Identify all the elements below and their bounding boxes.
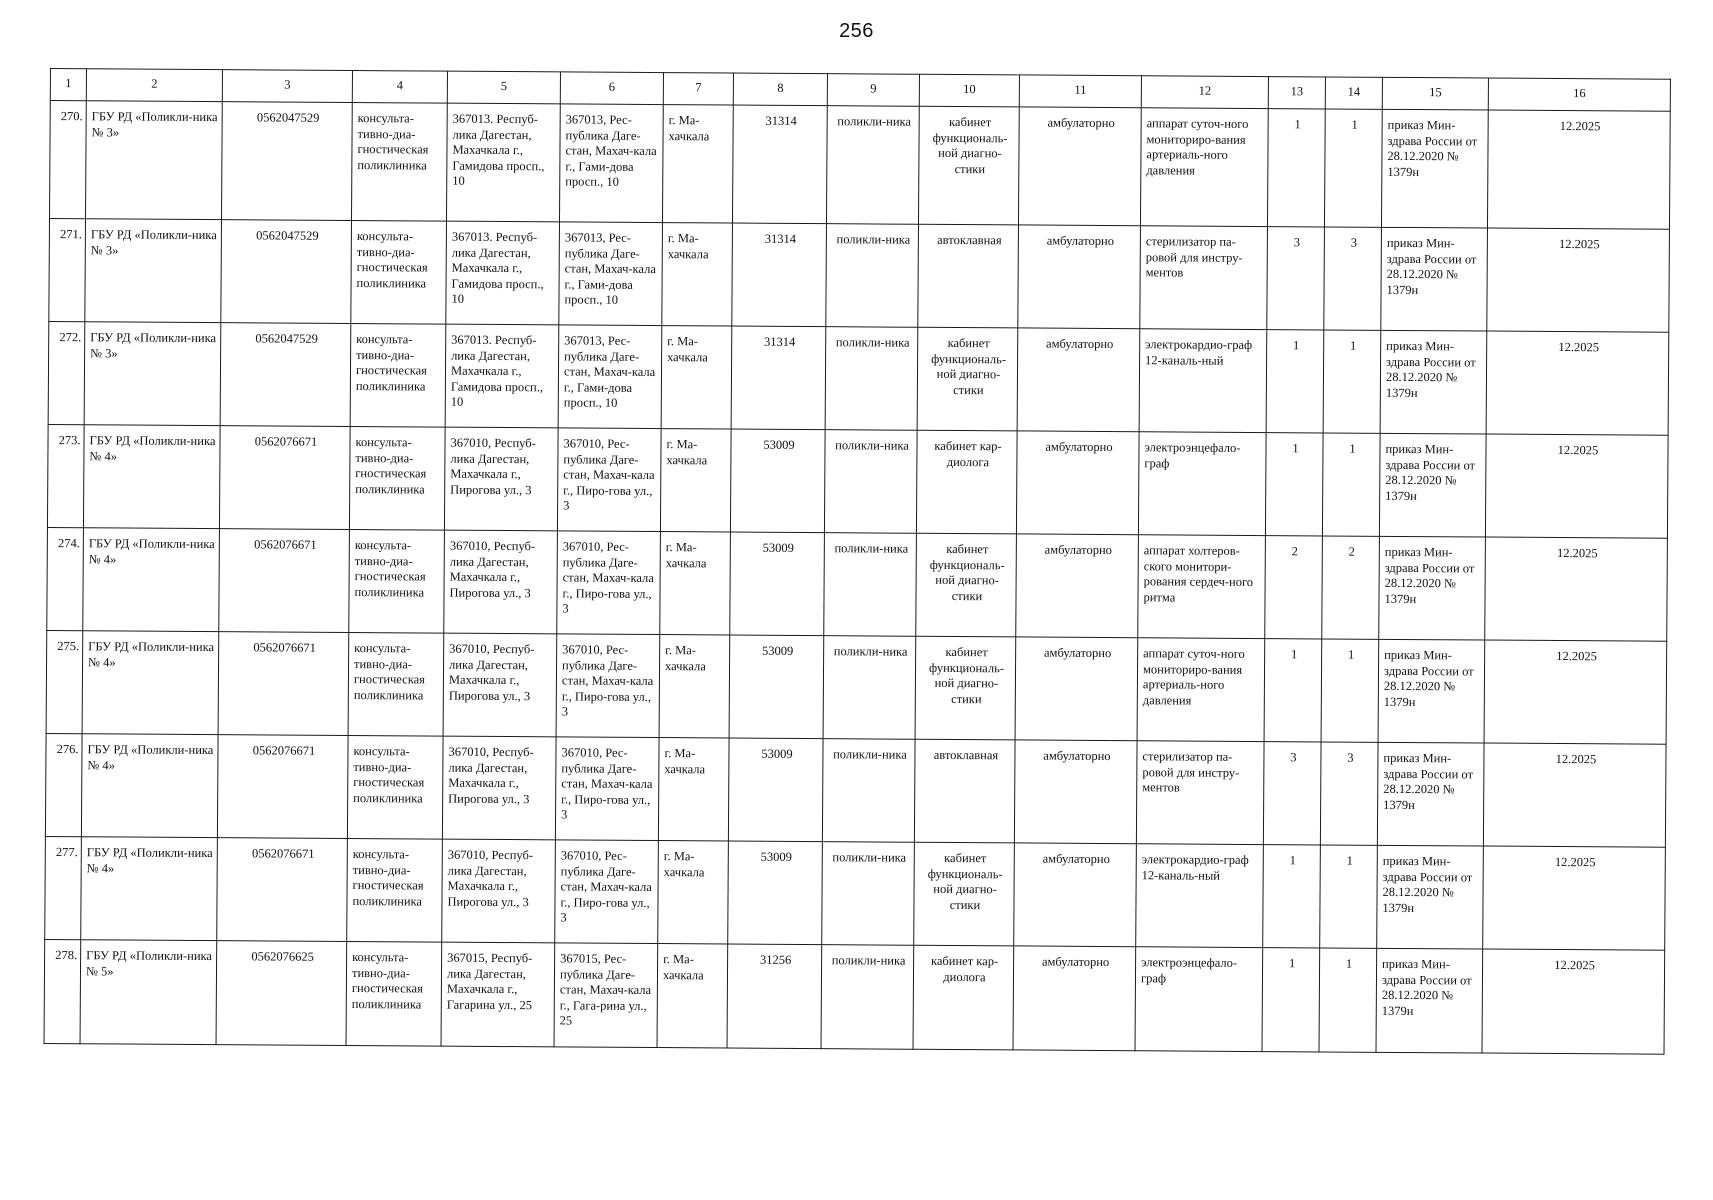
organization-name-cell: ГБУ РД «Поликли-ника № 4» — [83, 528, 220, 632]
quantity-required-cell: 1 — [1267, 109, 1325, 227]
deadline-date-cell: 12.2025 — [1484, 640, 1667, 744]
legal-address-cell: 367010, Респуб-лика Дагестан, Махачкала г., Пирогова ул., 3 — [444, 427, 558, 531]
legal-address-cell: 367013. Респуб-лика Дагестан, Махачкала г., Гамидова просп., 10 — [446, 221, 560, 325]
facility-kind-cell: поликли-ника — [821, 945, 914, 1050]
quantity-planned-cell: 2 — [1322, 536, 1380, 639]
regulatory-basis-cell: приказ Мин-здрава России от 28.12.2020 № 1379н — [1379, 433, 1486, 537]
quantity-planned-cell: 1 — [1320, 845, 1378, 948]
city-cell: г. Ма-хачкала — [658, 738, 729, 841]
organization-name-cell: ГБУ РД «Поликли-ника № 4» — [81, 837, 218, 941]
city-cell: г. Ма-хачкала — [662, 105, 733, 223]
organization-name-cell: ГБУ РД «Поликли-ника № 5» — [80, 940, 217, 1045]
quantity-planned-cell: 1 — [1321, 639, 1379, 742]
legal-address-cell: 367010, Респуб-лика Дагестан, Махачкала г., Пирогова ул., 3 — [442, 839, 556, 943]
table-row — [48, 321, 1669, 435]
deadline-date-cell: 12.2025 — [1487, 110, 1670, 229]
table-row — [47, 424, 1668, 538]
actual-address-cell: 367010, Рес-публика Даге-стан, Махач-кала г., Пиро-гова ул., 3 — [555, 840, 659, 944]
facility-kind-cell: поликли-ника — [826, 224, 919, 328]
deadline-date-cell: 12.2025 — [1485, 537, 1668, 641]
deadline-date-cell: 12.2025 — [1485, 434, 1668, 538]
department-unit-cell: кабинет функциональ-ной диагно-стики — [914, 842, 1015, 946]
facility-kind-cell: поликли-ника — [824, 430, 917, 534]
settlement-code-cell: 31256 — [727, 944, 822, 1049]
equipment-registry-table — [44, 68, 1671, 1055]
quantity-required-cell: 3 — [1267, 227, 1325, 330]
actual-address-cell: 367010, Рес-публика Даге-стан, Махач-кала г., Пиро-гова ул., 3 — [557, 428, 661, 532]
facility-kind-cell: поликли-ника — [825, 327, 918, 431]
column-header-10: 10 — [919, 74, 1019, 107]
organization-name-cell: ГБУ РД «Поликли-ника № 3» — [86, 101, 223, 220]
inn-code-cell: 0562076671 — [217, 838, 348, 942]
table-row — [47, 527, 1668, 641]
department-unit-cell: кабинет функциональ-ной диагно-стики — [915, 636, 1016, 740]
regulatory-basis-cell: приказ Мин-здрава России от 28.12.2020 № 1379н — [1380, 330, 1487, 434]
city-cell: г. Ма-хачкала — [659, 635, 730, 738]
institution-type-cell: консульта-тивно-диа-гностическая поликлиника — [349, 426, 445, 530]
city-cell: г. Ма-хачкала — [657, 944, 728, 1048]
legal-address-cell: 367010, Респуб-лика Дагестан, Махачкала г., Пирогова ул., 3 — [443, 633, 557, 737]
department-unit-cell: кабинет кар-диолога — [913, 945, 1014, 1050]
care-conditions-cell: амбулаторно — [1018, 107, 1141, 226]
quantity-required-cell: 1 — [1265, 433, 1323, 536]
equipment-name-cell: электроэнцефало-граф — [1138, 432, 1266, 536]
page-number: 256 — [839, 20, 874, 42]
institution-type-cell: консульта-тивно-диа-гностическая поликлиника — [349, 529, 445, 633]
regulatory-basis-cell: приказ Мин-здрава России от 28.12.2020 № 1379н — [1378, 639, 1485, 743]
row-number-cell: 271. — [49, 219, 86, 322]
column-header-8: 8 — [733, 73, 827, 106]
actual-address-cell: 367010, Рес-публика Даге-стан, Махач-кала г., Пиро-гова ул., 3 — [555, 737, 659, 841]
inn-code-cell: 0562047529 — [220, 323, 351, 427]
quantity-planned-cell: 1 — [1322, 433, 1380, 536]
organization-name-cell: ГБУ РД «Поликли-ника № 3» — [84, 322, 221, 426]
inn-code-cell: 0562076671 — [219, 529, 350, 633]
quantity-required-cell: 1 — [1264, 639, 1322, 742]
settlement-code-cell: 53009 — [730, 532, 825, 636]
row-number-cell: 278. — [44, 939, 81, 1043]
institution-type-cell: консульта-тивно-диа-гностическая поликлиника — [350, 324, 446, 428]
facility-kind-cell: поликли-ника — [823, 636, 916, 740]
column-header-12: 12 — [1141, 76, 1268, 109]
column-header-6: 6 — [560, 72, 663, 105]
institution-type-cell: консульта-тивно-диа-гностическая поликлиника — [347, 735, 443, 839]
inn-code-cell: 0562076671 — [218, 632, 349, 736]
deadline-date-cell: 12.2025 — [1483, 846, 1666, 950]
institution-type-cell: консульта-тивно-диа-гностическая поликлиника — [351, 103, 447, 222]
inn-code-cell: 0562047529 — [221, 102, 352, 221]
actual-address-cell: 367010, Рес-публика Даге-стан, Махач-кала г., Пиро-гова ул., 3 — [557, 531, 661, 635]
department-unit-cell: кабинет функциональ-ной диагно-стики — [918, 106, 1019, 225]
inn-code-cell: 0562076625 — [216, 941, 347, 1046]
department-unit-cell: автоклавная — [914, 739, 1015, 843]
legal-address-cell: 367010, Респуб-лика Дагестан, Махачкала г., Пирогова ул., 3 — [444, 530, 558, 634]
quantity-planned-cell: 1 — [1324, 109, 1382, 227]
facility-kind-cell: поликли-ника — [822, 842, 915, 946]
actual-address-cell: 367010, Рес-публика Даге-стан, Махач-кала г., Пиро-гова ул., 3 — [556, 634, 660, 738]
legal-address-cell: 367010, Респуб-лика Дагестан, Махачкала г., Пирогова ул., 3 — [442, 736, 556, 840]
regulatory-basis-cell: приказ Мин-здрава России от 28.12.2020 № 1379н — [1381, 227, 1488, 331]
registry-table-sheet — [44, 68, 1670, 1055]
quantity-planned-cell: 1 — [1323, 330, 1381, 433]
quantity-required-cell: 1 — [1262, 948, 1320, 1052]
column-header-14: 14 — [1325, 77, 1382, 109]
deadline-date-cell: 12.2025 — [1487, 228, 1670, 332]
column-header-7: 7 — [663, 73, 733, 105]
column-header-11: 11 — [1019, 75, 1141, 108]
care-conditions-cell: амбулаторно — [1015, 637, 1138, 741]
institution-type-cell: консульта-тивно-диа-гностическая поликлиника — [346, 941, 442, 1046]
legal-address-cell: 367015, Респуб-лика Дагестан, Махачкала г., Гагарина ул., 25 — [441, 942, 555, 1047]
settlement-code-cell: 31314 — [732, 223, 827, 327]
care-conditions-cell: амбулаторно — [1014, 740, 1137, 844]
city-cell: г. Ма-хачкала — [661, 326, 732, 429]
table-row — [45, 836, 1666, 950]
table-row — [50, 101, 1671, 230]
row-number-cell: 273. — [47, 424, 84, 527]
row-number-cell: 277. — [45, 836, 82, 939]
equipment-name-cell: аппарат суточ-ного мониториро-вания артериаль-ного давления — [1137, 638, 1265, 742]
facility-kind-cell: поликли-ника — [826, 106, 919, 225]
table-body — [44, 101, 1670, 1055]
column-header-15: 15 — [1382, 77, 1488, 110]
inn-code-cell: 0562047529 — [221, 220, 352, 324]
city-cell: г. Ма-хачкала — [658, 841, 729, 944]
organization-name-cell: ГБУ РД «Поликли-ника № 4» — [82, 631, 219, 735]
organization-name-cell: ГБУ РД «Поликли-ника № 4» — [81, 734, 218, 838]
equipment-name-cell: стерилизатор па-ровой для инстру-ментов — [1140, 226, 1268, 330]
row-number-cell: 275. — [46, 630, 83, 733]
column-header-13: 13 — [1268, 77, 1325, 109]
institution-type-cell: консульта-тивно-диа-гностическая поликлиника — [348, 632, 444, 736]
actual-address-cell: 367015, Рес-публика Даге-стан, Махач-кала г., Гага-рина ул., 25 — [554, 943, 658, 1048]
quantity-planned-cell: 1 — [1319, 948, 1377, 1052]
row-number-cell: 274. — [47, 527, 84, 630]
quantity-required-cell: 3 — [1263, 742, 1321, 845]
department-unit-cell: кабинет кар-диолога — [916, 430, 1017, 534]
deadline-date-cell: 12.2025 — [1486, 331, 1669, 435]
care-conditions-cell: амбулаторно — [1017, 328, 1140, 432]
facility-kind-cell: поликли-ника — [824, 533, 917, 637]
regulatory-basis-cell: приказ Мин-здрава России от 28.12.2020 № 1379н — [1376, 948, 1483, 1053]
equipment-name-cell: электроэнцефало-граф — [1135, 947, 1263, 1052]
deadline-date-cell: 12.2025 — [1482, 949, 1665, 1054]
care-conditions-cell: амбулаторно — [1014, 843, 1137, 947]
legal-address-cell: 367013. Респуб-лика Дагестан, Махачкала г., Гамидова просп., 10 — [446, 103, 560, 222]
equipment-name-cell: аппарат суточ-ного мониториро-вания артериаль-ного давления — [1140, 108, 1268, 227]
table-row — [44, 939, 1665, 1054]
settlement-code-cell: 53009 — [730, 429, 825, 533]
settlement-code-cell: 53009 — [729, 635, 824, 739]
table-row — [45, 733, 1666, 847]
equipment-name-cell: стерилизатор па-ровой для инстру-ментов — [1136, 741, 1264, 845]
column-header-16: 16 — [1488, 78, 1670, 111]
care-conditions-cell: амбулаторно — [1016, 431, 1139, 535]
deadline-date-cell: 12.2025 — [1483, 743, 1666, 847]
department-unit-cell: кабинет функциональ-ной диагно-стики — [916, 533, 1017, 637]
column-header-2: 2 — [86, 69, 222, 102]
regulatory-basis-cell: приказ Мин-здрава России от 28.12.2020 № 1379н — [1379, 536, 1486, 640]
inn-code-cell: 0562076671 — [217, 735, 348, 839]
column-header-4: 4 — [352, 71, 447, 104]
institution-type-cell: консульта-тивно-диа-гностическая поликлиника — [351, 221, 447, 325]
settlement-code-cell: 53009 — [728, 738, 823, 842]
column-header-9: 9 — [827, 74, 919, 107]
regulatory-basis-cell: приказ Мин-здрава России от 28.12.2020 № 1379н — [1381, 109, 1488, 228]
column-header-1: 1 — [50, 69, 86, 101]
regulatory-basis-cell: приказ Мин-здрава России от 28.12.2020 № 1379н — [1377, 845, 1484, 949]
quantity-planned-cell: 3 — [1324, 227, 1382, 330]
row-number-cell: 270. — [50, 101, 87, 219]
actual-address-cell: 367013, Рес-публика Даге-стан, Махач-кала г., Гами-дова просп., 10 — [559, 104, 663, 223]
equipment-name-cell: аппарат холтеров-ского монитори-рования сердеч-ного ритма — [1138, 535, 1266, 639]
care-conditions-cell: амбулаторно — [1018, 225, 1141, 329]
organization-name-cell: ГБУ РД «Поликли-ника № 3» — [85, 219, 222, 323]
care-conditions-cell: амбулаторно — [1013, 946, 1136, 1051]
department-unit-cell: кабинет функциональ-ной диагно-стики — [917, 327, 1018, 431]
column-header-5: 5 — [447, 71, 560, 104]
legal-address-cell: 367013. Респуб-лика Дагестан, Махачкала г., Гамидова просп., 10 — [445, 324, 559, 428]
row-number-cell: 276. — [45, 733, 82, 836]
organization-name-cell: ГБУ РД «Поликли-ника № 4» — [83, 425, 220, 529]
settlement-code-cell: 31314 — [731, 326, 826, 430]
quantity-planned-cell: 3 — [1320, 742, 1378, 845]
care-conditions-cell: амбулаторно — [1016, 534, 1139, 638]
regulatory-basis-cell: приказ Мин-здрава России от 28.12.2020 № 1379н — [1377, 742, 1484, 846]
settlement-code-cell: 53009 — [728, 841, 823, 945]
quantity-required-cell: 2 — [1265, 536, 1323, 639]
table-row — [46, 630, 1667, 744]
city-cell: г. Ма-хачкала — [660, 429, 731, 532]
city-cell: г. Ма-хачкала — [662, 223, 733, 326]
settlement-code-cell: 31314 — [732, 105, 827, 224]
column-header-3: 3 — [222, 70, 352, 103]
institution-type-cell: консульта-тивно-диа-гностическая поликлиника — [347, 838, 443, 942]
actual-address-cell: 367013, Рес-публика Даге-стан, Махач-кала г., Гами-дова просп., 10 — [558, 325, 662, 429]
quantity-required-cell: 1 — [1263, 845, 1321, 948]
inn-code-cell: 0562076671 — [219, 426, 350, 530]
quantity-required-cell: 1 — [1266, 330, 1324, 433]
table-row — [49, 219, 1670, 333]
row-number-cell: 272. — [48, 321, 85, 424]
actual-address-cell: 367013, Рес-публика Даге-стан, Махач-кала г., Гами-дова просп., 10 — [559, 222, 663, 326]
equipment-name-cell: электрокардио-граф 12-каналь-ный — [1139, 329, 1267, 433]
facility-kind-cell: поликли-ника — [822, 739, 915, 843]
equipment-name-cell: электрокардио-граф 12-каналь-ный — [1136, 844, 1264, 948]
department-unit-cell: автоклавная — [918, 224, 1019, 328]
city-cell: г. Ма-хачкала — [660, 532, 731, 635]
